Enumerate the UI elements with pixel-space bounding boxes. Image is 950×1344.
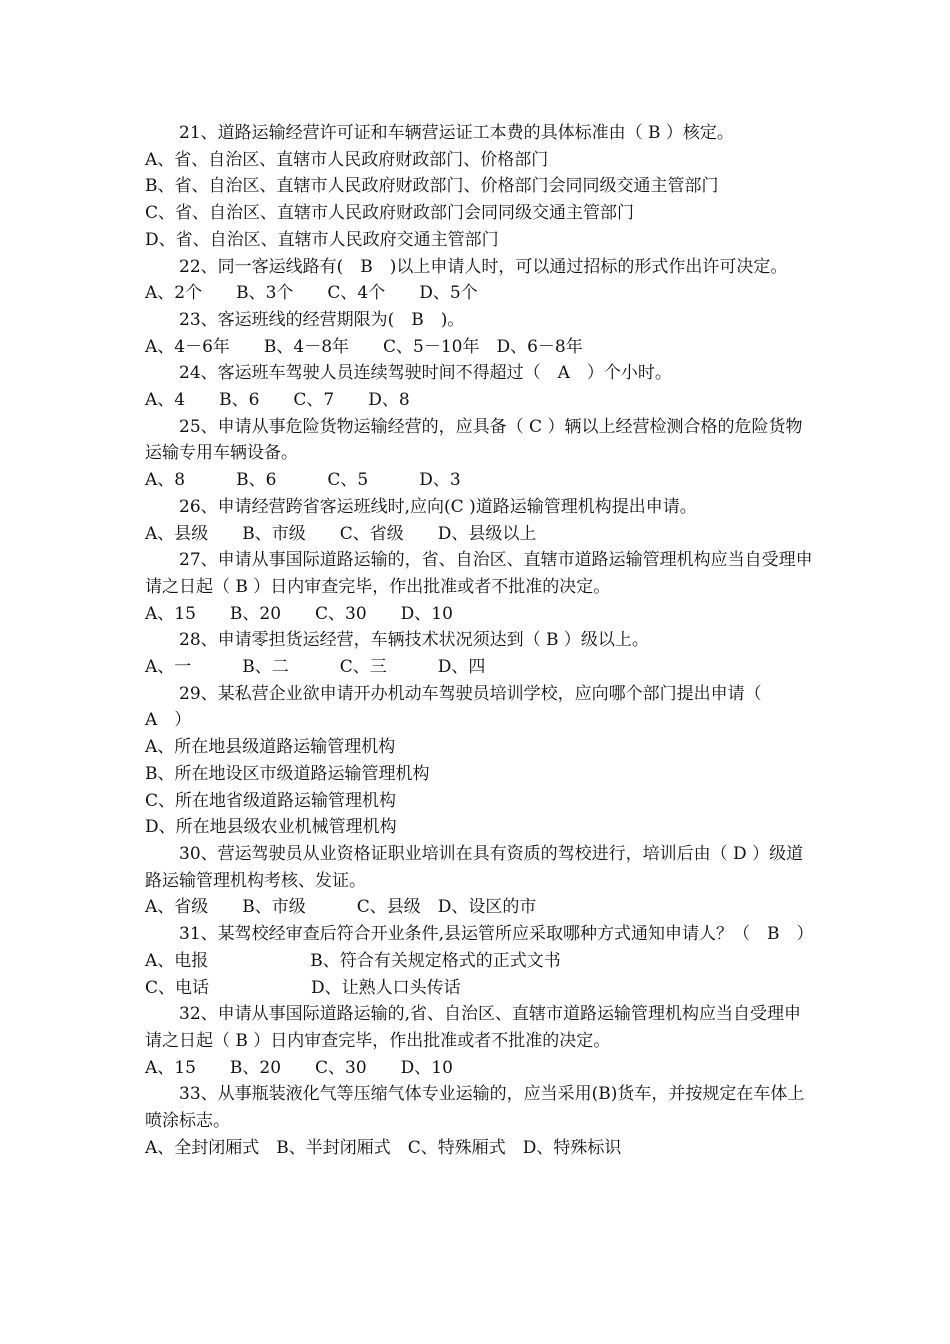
option-line: C、电话 D、让熟人口头传话 [145,977,461,998]
question-25: 25、申请从事危险货物运输经营的，应具备（ C ）辆以上经营检测合格的危险货物运输专用车辆设备。 [145,416,803,464]
question-31: 31、某驾校经审查后符合开业条件,县运管所应采取哪种方式通知申请人？（ B ） [179,924,814,945]
option-line: A、4－6年 B、4－8年 C、5－10年 D、6－8年 [145,336,583,357]
question-24: 24、客运班车驾驶人员连续驾驶时间不得超过（ A ）个小时。 [179,363,672,384]
option-line: A、所在地县级道路运输管理机构 [145,737,396,758]
option-line: A、全封闭厢式 B、半封闭厢式 C、特殊厢式 D、特殊标识 [145,1137,622,1158]
question-21: 21、道路运输经营许可证和车辆营运证工本费的具体标准由（ B ）核定。 [179,123,734,143]
option-line: A、一 B、二 C、三 D、四 [145,657,486,678]
option-line: D、省、自治区、直辖市人民政府交通主管部门 [145,229,499,250]
question-32: 32、申请从事国际道路运输的,省、自治区、直辖市道路运输管理机构应当自受理申请之日起（ B ）日内审查完毕，作出批准或者不批准的决定。 [145,1004,802,1051]
option-line: B、省、自治区、直辖市人民政府财政部门、价格部门会同同级交通主管部门 [145,176,719,197]
option-line: A、8 B、6 C、5 D、3 [145,470,461,491]
question-23: 23、客运班线的经营期限为( B )。 [179,309,465,330]
question-30: 30、营运驾驶员从业资格证职业培训在具有资质的驾校进行，培训后由（ D ）级道路运输管理机构考核、发证。 [145,843,804,891]
option-line: A、省级 B、市级 C、县级 D、设区的市 [145,897,537,918]
question-33: 33、从事瓶装液化气等压缩气体专业运输的，应当采用(B)货车，并按规定在车体上喷涂标志。 [145,1084,805,1132]
question-29: 29、某私营企业欲申请开办机动车驾驶员培训学校，应向哪个部门提出申请（ A ） [145,683,779,731]
option-line: A、2个 B、3个 C、4个 D、5个 [145,283,478,304]
option-line: C、所在地省级道路运输管理机构 [145,790,397,811]
option-line: A、15 B、20 C、30 D、10 [145,603,453,624]
option-line: C、省、自治区、直辖市人民政府财政部门会同同级交通主管部门 [145,203,635,224]
option-line: B、所在地设区市级道路运输管理机构 [145,763,430,784]
question-26: 26、申请经营跨省客运班线时,应向(C )道路运输管理机构提出申请。 [179,496,697,517]
question-28: 28、申请零担货运经营，车辆技术状况须达到（ B ）级以上。 [179,630,649,651]
option-line: A、县级 B、市级 C、省级 D、县级以上 [145,523,537,544]
option-line: A、15 B、20 C、30 D、10 [145,1057,453,1078]
option-line: A、电报 B、符合有关规定格式的正式文书 [145,950,561,971]
option-line: A、省、自治区、直辖市人民政府财政部门、价格部门 [145,149,549,170]
question-22: 22、同一客运线路有( B )以上申请人时，可以通过招标的形式作出许可决定。 [179,256,788,277]
option-line: A、4 B、6 C、7 D、8 [145,390,410,411]
option-line: D、所在地县级农业机械管理机构 [145,817,397,838]
question-list [145,120,815,1161]
question-27: 27、申请从事国际道路运输的，省、自治区、直辖市道路运输管理机构应当自受理申请之日起（ B ）日内审查完毕，作出批准或者不批准的决定。 [145,550,813,597]
